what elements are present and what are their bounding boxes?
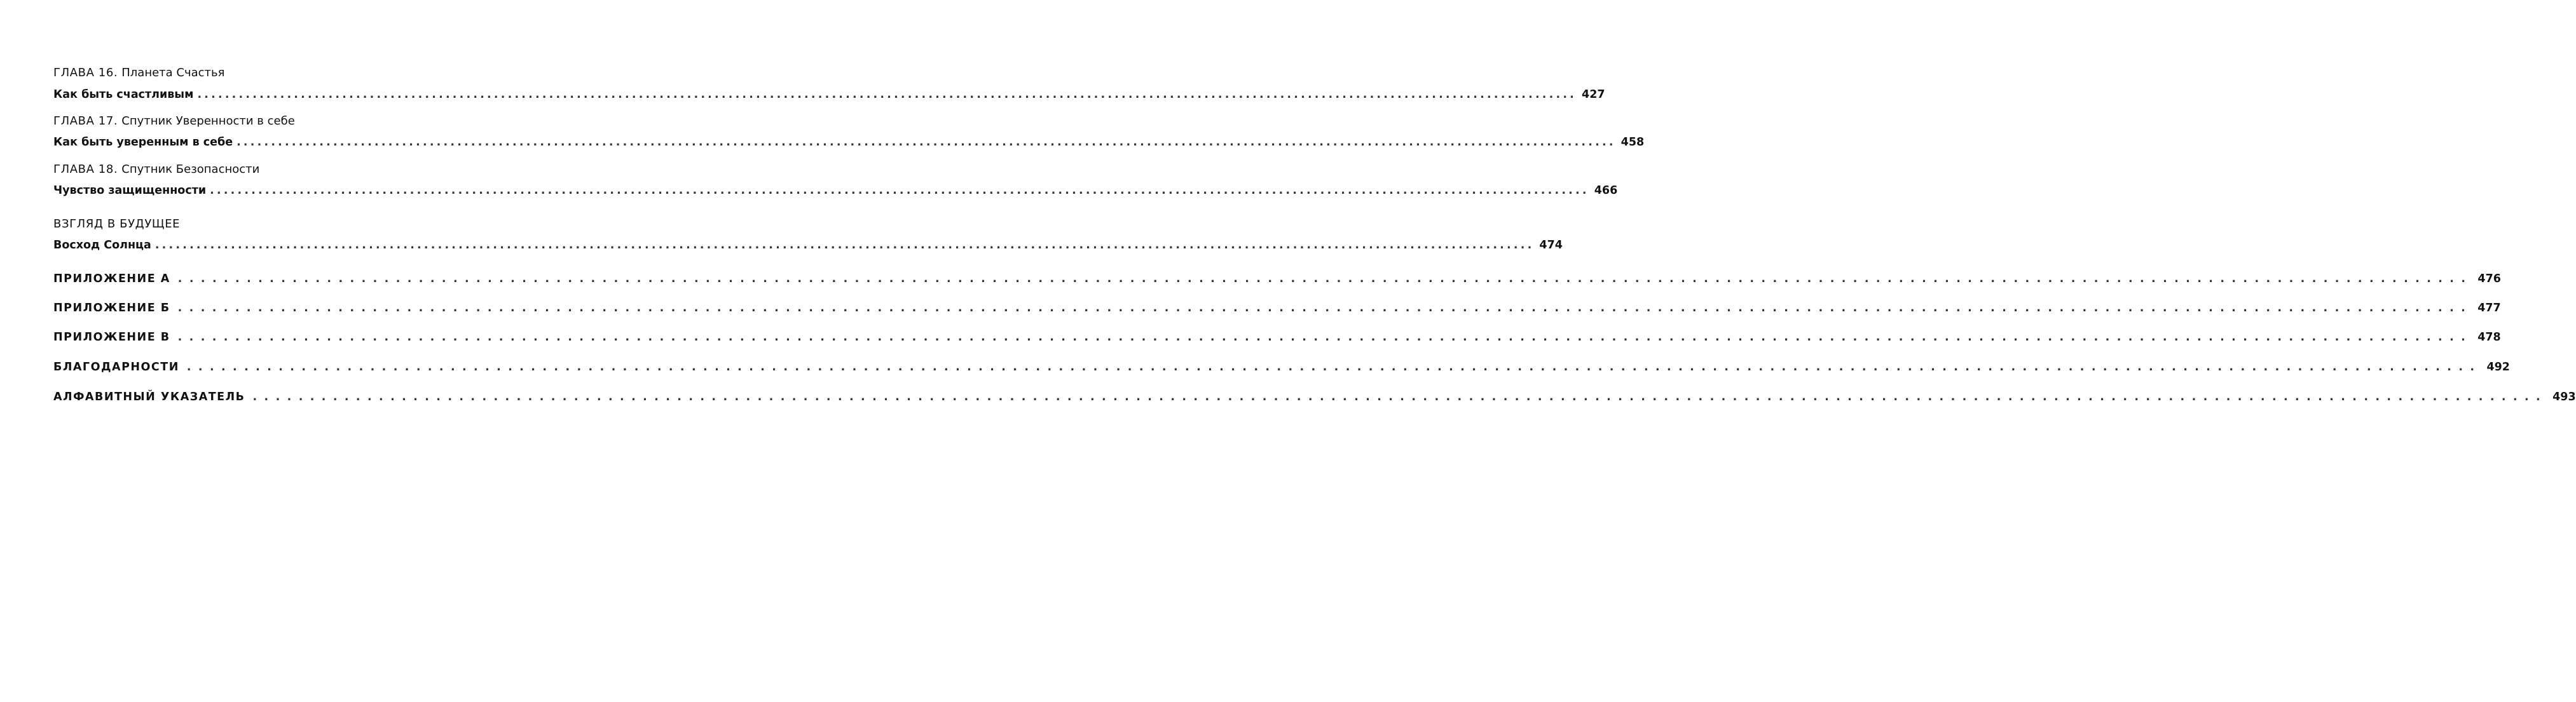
toc-entry-appendix-b[interactable]	[53, 301, 2501, 315]
toc-entry-title: Чувство защищенности	[53, 184, 207, 197]
toc-entry-title: АЛФАВИТНЫЙ УКАЗАТЕЛЬ	[53, 391, 245, 403]
toc-entry-title: Как быть уверенным в себе	[53, 136, 233, 149]
chapter-title: Планета Счастья	[121, 66, 225, 79]
toc-entry-index[interactable]	[53, 390, 2576, 404]
toc-entry[interactable]	[53, 184, 1618, 198]
toc-entry[interactable]	[53, 238, 1563, 252]
toc-entry-title: ПРИЛОЖЕНИЕ В	[53, 331, 170, 344]
dot-leader: ........................................................................................................................................................................................................	[177, 273, 2473, 285]
toc-entry-page: 492	[2486, 361, 2510, 374]
dot-leader: ........................................................................................................................................................................................................	[177, 302, 2473, 314]
toc-entry-page: 493	[2552, 391, 2576, 403]
dot-leader: ........................................................................................................................................................................................................	[177, 331, 2473, 344]
chapter-heading-16	[53, 66, 397, 80]
toc-entry-page: 427	[1582, 88, 1605, 101]
chapter-label: ГЛАВА 16.	[53, 66, 118, 79]
dot-leader: ........................................................................................................................................................................................................	[197, 88, 1577, 101]
chapter-label: ГЛАВА 17.	[53, 114, 118, 128]
toc-entry-page: 466	[1594, 184, 1618, 197]
toc-entry[interactable]	[53, 135, 1645, 149]
section-heading-future	[53, 217, 397, 231]
toc-entry-page: 476	[2477, 273, 2501, 285]
chapter-label: ВЗГЛЯД В БУДУЩЕЕ	[53, 217, 181, 231]
toc-entry-title: Как быть счастливым	[53, 88, 194, 101]
toc-entry-title: Восход Солнца	[53, 239, 151, 252]
chapter-heading-18	[53, 163, 397, 177]
toc-entry-page: 458	[1620, 136, 1645, 149]
dot-leader: ........................................................................................................................................................................................................	[210, 184, 1589, 197]
toc-entry-acknowledgements[interactable]	[53, 360, 2510, 374]
chapter-title: Спутник Безопасности	[121, 163, 260, 176]
toc-entry-page: 478	[2477, 331, 2501, 344]
toc-entry-title: ПРИЛОЖЕНИЕ А	[53, 273, 170, 285]
dot-leader: ........................................................................................................................................................................................................	[186, 361, 2482, 374]
chapter-title: Спутник Уверенности в себе	[121, 114, 295, 128]
toc-entry-title: БЛАГОДАРНОСТИ	[53, 361, 179, 374]
toc-entry-appendix-a[interactable]	[53, 272, 2501, 286]
dot-leader: ........................................................................................................................................................................................................	[252, 391, 2548, 403]
chapter-label: ГЛАВА 18.	[53, 163, 118, 176]
chapter-heading-17	[53, 114, 397, 128]
dot-leader: ........................................................................................................................................................................................................	[154, 239, 1535, 252]
toc-entry-title: ПРИЛОЖЕНИЕ Б	[53, 302, 170, 314]
toc-entry-appendix-v[interactable]	[53, 330, 2501, 344]
toc-entry-page: 474	[1539, 239, 1563, 252]
dot-leader: ........................................................................................................................................................................................................	[236, 136, 1616, 149]
toc-entry-page: 477	[2477, 302, 2501, 314]
toc-entry[interactable]	[53, 88, 1605, 102]
